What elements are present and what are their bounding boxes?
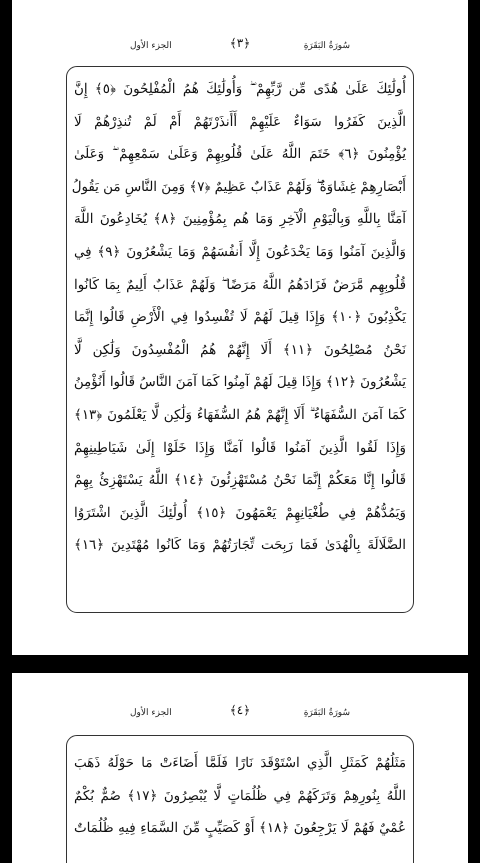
verse-line: الضَّلَالَةَ بِالْهُدَىٰ فَمَا رَبِحَت تِّجَارَتُهُمْ وَمَا كَانُوا مُهْتَدِينَ ﴿١٦﴾	[74, 538, 406, 554]
juz-label: الجزء الأول	[130, 41, 172, 51]
verse-line: نَحْنُ مُصْلِحُونَ ﴿١١﴾ أَلَا إِنَّهُمْ هُمُ الْمُفْسِدُونَ وَلَٰكِن لَّا	[74, 342, 406, 358]
verse-line: الَّذِينَ كَفَرُوا سَوَاءٌ عَلَيْهِمْ أَأَنذَرْتَهُمْ أَمْ لَمْ تُنذِرْهُمْ لَا	[74, 114, 406, 130]
verse-line: قُلُوبِهِم مَّرَضٌ فَزَادَهُمُ اللَّهُ مَرَضًا ۖ وَلَهُمْ عَذَابٌ أَلِيمٌ بِمَا كَانُوا	[74, 277, 406, 293]
text-frame	[66, 735, 414, 863]
verse-line: أَبْصَارِهِمْ غِشَاوَةٌ ۖ وَلَهُمْ عَذَابٌ عَظِيمٌ ﴿٧﴾ وَمِنَ النَّاسِ مَن يَقُولُ	[71, 179, 406, 195]
verse-line: آمَنَّا بِاللَّهِ وَبِالْيَوْمِ الْآخِرِ وَمَا هُم بِمُؤْمِنِينَ ﴿٨﴾ يُخَادِعُونَ اللَّهَ	[74, 212, 406, 228]
page-number: ﴿٣﴾	[229, 36, 251, 50]
page-header	[12, 701, 468, 731]
mushaf-page-4[interactable]	[12, 673, 468, 863]
page-number: ﴿٤﴾	[229, 703, 251, 717]
verse-line: مَثَلُهُمْ كَمَثَلِ الَّذِي اسْتَوْقَدَ نَارًا فَلَمَّا أَضَاءَتْ مَا حَوْلَهُ ذَهَبَ	[74, 756, 406, 771]
verse-line: قَالُوا إِنَّا مَعَكُمْ إِنَّمَا نَحْنُ مُسْتَهْزِئُونَ ﴿١٤﴾ اللَّهُ يَسْتَهْزِئُ بِهِمْ	[74, 473, 406, 489]
text-frame	[66, 66, 414, 613]
mushaf-page-3[interactable]	[12, 0, 468, 655]
juz-label: الجزء الأول	[130, 708, 172, 718]
verse-line: يَشْعُرُونَ ﴿١٢﴾ وَإِذَا قِيلَ لَهُمْ آمِنُوا كَمَا آمَنَ النَّاسُ قَالُوا أَنُؤْمِنُ	[73, 375, 406, 391]
verse-line: اللَّهُ بِنُورِهِمْ وَتَرَكَهُمْ فِي ظُلُمَاتٍ لَّا يُبْصِرُونَ ﴿١٧﴾ صُمٌّ بُكْمٌ	[74, 788, 406, 804]
verse-line: وَإِذَا لَقُوا الَّذِينَ آمَنُوا قَالُوا آمَنَّا وَإِذَا خَلَوْا إِلَىٰ شَيَاطِينِهِمْ	[74, 440, 406, 456]
verse-lines	[67, 736, 413, 846]
verse-lines	[67, 67, 413, 563]
verse-line: عُمْيٌ فَهُمْ لَا يَرْجِعُونَ ﴿١٨﴾ أَوْ كَصَيِّبٍ مِّنَ السَّمَاءِ فِيهِ ظُلُمَاتٌ	[74, 821, 406, 837]
verse-line: كَمَا آمَنَ السُّفَهَاءُ ۗ أَلَا إِنَّهُمْ هُمُ السُّفَهَاءُ وَلَٰكِن لَّا يَعْلَمُونَ ﴿١٣﴾	[74, 407, 406, 423]
verse-line: أُولَٰئِكَ عَلَىٰ هُدًى مِّن رَّبِّهِمْ ۖ وَأُولَٰئِكَ هُمُ الْمُفْلِحُونَ ﴿٥﴾ إِنَّ	[74, 82, 406, 97]
verse-line: يُؤْمِنُونَ ﴿٦﴾ خَتَمَ اللَّهُ عَلَىٰ قُلُوبِهِمْ وَعَلَىٰ سَمْعِهِمْ ۖ وَعَلَىٰ	[74, 147, 406, 163]
surah-name: سُورَةُ البَقَرَةِ	[303, 41, 350, 51]
verse-line: يَكْذِبُونَ ﴿١٠﴾ وَإِذَا قِيلَ لَهُمْ لَا تُفْسِدُوا فِي الْأَرْضِ قَالُوا إِنَّمَا	[74, 310, 406, 326]
surah-name: سُورَةُ البَقَرَةِ	[303, 708, 350, 718]
verse-line: وَالَّذِينَ آمَنُوا وَمَا يَخْدَعُونَ إِلَّا أَنفُسَهُمْ وَمَا يَشْعُرُونَ ﴿٩﴾ فِي	[74, 244, 406, 260]
page-header	[12, 34, 468, 64]
verse-line: وَيَمُدُّهُمْ فِي طُغْيَانِهِمْ يَعْمَهُونَ ﴿١٥﴾ أُولَٰئِكَ الَّذِينَ اشْتَرَوُا	[74, 505, 406, 521]
